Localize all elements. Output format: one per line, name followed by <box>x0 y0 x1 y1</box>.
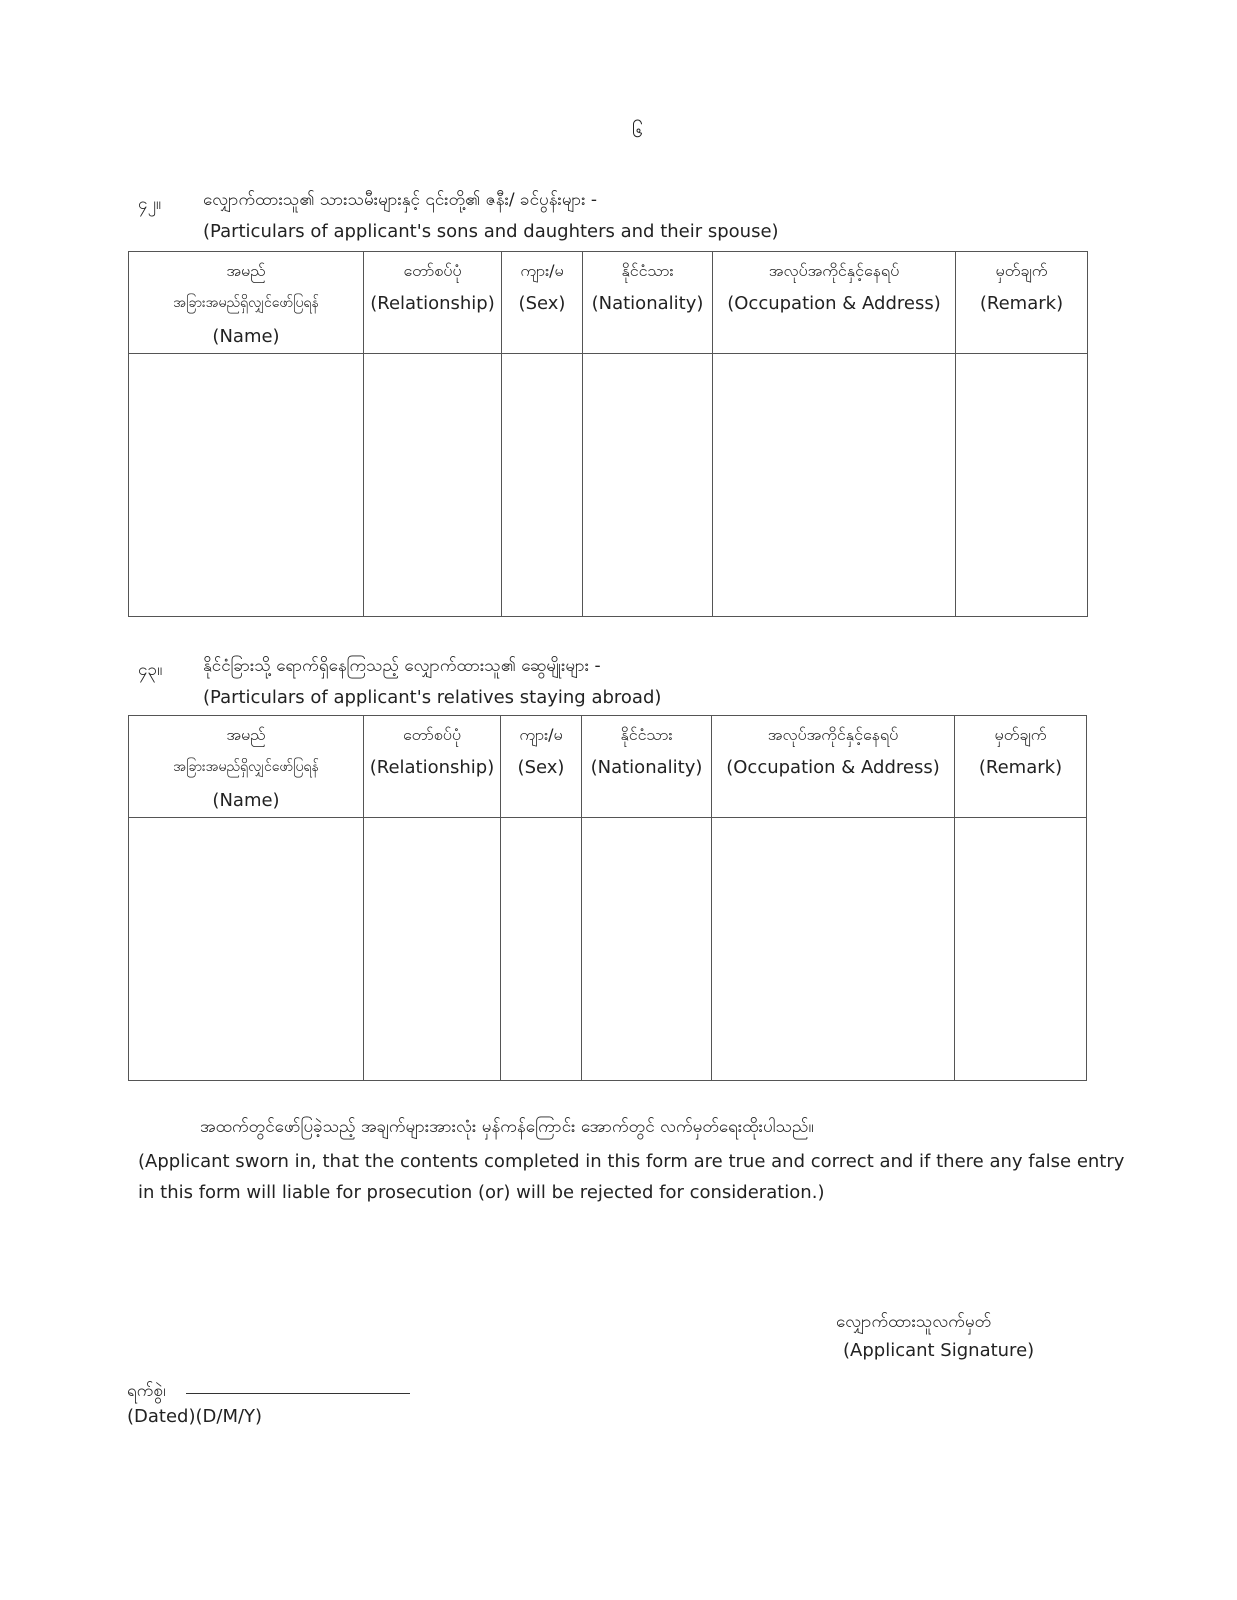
children-table-header <box>129 252 1088 354</box>
col-sex-my: ကျား/မ <box>519 725 563 744</box>
col-nationality-my: နိုင်ငံသား <box>620 725 673 744</box>
col-header-nationality <box>582 716 712 818</box>
oath-statement-en-line1: (Applicant sworn in, that the contents completed in this form are true and correct and if there any false entry <box>138 1151 1125 1172</box>
entry-sex-cell[interactable] <box>501 818 582 1081</box>
signature-label-my: လျှောက်ထားသူလက်မှတ် <box>836 1312 992 1332</box>
entry-sex-cell[interactable] <box>502 354 583 617</box>
children-table-entry-row[interactable] <box>129 354 1088 617</box>
col-relationship-my: တော်စပ်ပုံ <box>403 261 462 280</box>
col-nationality-my: နိုင်ငံသား <box>621 261 674 280</box>
section-42-title-my: လျှောက်ထားသူ၏ သားသမီးများနှင့် ၎င်းတို့၏ ဇနီး/ ခင်ပွန်းများ - <box>203 190 598 210</box>
col-occupation-en: (Occupation & Address) <box>727 293 941 314</box>
section-43-number: ၄၃။ <box>138 660 163 680</box>
date-label-en: (Dated)(D/M/Y) <box>127 1406 263 1427</box>
col-header-remark <box>955 716 1087 818</box>
children-table <box>128 251 1088 617</box>
entry-occupation-cell[interactable] <box>712 818 955 1081</box>
relatives-abroad-table <box>128 715 1087 1081</box>
col-occupation-my: အလုပ်အကိုင်နှင့်နေရပ် <box>767 725 899 744</box>
section-42-title-en: (Particulars of applicant's sons and daughters and their spouse) <box>203 221 779 242</box>
col-remark-my: မှတ်ချက် <box>995 261 1048 280</box>
col-occupation-my: အလုပ်အကိုင်နှင့်နေရပ် <box>768 261 900 280</box>
entry-occupation-cell[interactable] <box>713 354 956 617</box>
page-number: ၆ <box>632 118 644 142</box>
col-header-relationship <box>364 252 502 354</box>
entry-name-cell[interactable] <box>129 354 364 617</box>
col-header-name <box>129 252 364 354</box>
col-relationship-en: (Relationship) <box>370 293 495 314</box>
col-name-my2: အခြားအမည်ရှိလျှင်ဖော်ပြရန် <box>173 295 319 311</box>
col-header-name <box>129 716 364 818</box>
col-sex-my: ကျား/မ <box>520 261 564 280</box>
relatives-table-header <box>129 716 1087 818</box>
col-name-en: (Name) <box>212 790 280 811</box>
entry-name-cell[interactable] <box>129 818 364 1081</box>
entry-relationship-cell[interactable] <box>364 354 502 617</box>
section-43-title-my: နိုင်ငံခြားသို့ ရောက်ရှိနေကြသည့် လျှောက်ထားသူ၏ ဆွေမျိုးများ - <box>203 656 601 676</box>
col-nationality-en: (Nationality) <box>590 757 703 778</box>
date-label-my: ရက်စွဲ၊ <box>127 1381 166 1401</box>
col-remark-en: (Remark) <box>978 757 1063 778</box>
col-remark-en: (Remark) <box>979 293 1064 314</box>
col-relationship-my: တော်စပ်ပုံ <box>402 725 462 744</box>
oath-statement-my: အထက်တွင်ဖော်ပြခဲ့သည့် အချက်များအားလုံး မှန်ကန်ကြောင်း အောက်တွင် လက်မှတ်ရေးထိုးပါသည်။ <box>200 1117 814 1137</box>
section-43-title-en: (Particulars of applicant's relatives staying abroad) <box>203 687 662 708</box>
col-name-my: အမည် <box>226 261 266 280</box>
section-42-number: ၄၂။ <box>138 194 162 214</box>
date-input-line[interactable] <box>186 1393 410 1394</box>
signature-label-en: (Applicant Signature) <box>843 1340 1035 1361</box>
entry-relationship-cell[interactable] <box>364 818 501 1081</box>
col-header-sex <box>501 716 582 818</box>
col-relationship-en: (Relationship) <box>369 757 495 778</box>
entry-nationality-cell[interactable] <box>582 818 712 1081</box>
relatives-table-entry-row[interactable] <box>129 818 1087 1081</box>
entry-remark-cell[interactable] <box>956 354 1088 617</box>
entry-nationality-cell[interactable] <box>583 354 713 617</box>
col-header-occupation <box>713 252 956 354</box>
col-name-en: (Name) <box>212 326 280 347</box>
col-nationality-en: (Nationality) <box>591 293 704 314</box>
col-sex-en: (Sex) <box>518 293 566 314</box>
col-occupation-en: (Occupation & Address) <box>726 757 940 778</box>
col-header-sex <box>502 252 583 354</box>
col-remark-my: မှတ်ချက် <box>994 725 1047 744</box>
col-header-remark <box>956 252 1088 354</box>
col-header-nationality <box>583 252 713 354</box>
col-name-my: အမည် <box>226 725 266 744</box>
col-header-relationship <box>364 716 501 818</box>
col-header-occupation <box>712 716 955 818</box>
oath-statement-en-line2: in this form will liable for prosecution (or) will be rejected for consideration.) <box>138 1182 825 1203</box>
col-name-my2: အခြားအမည်ရှိလျှင်ဖော်ပြရန် <box>173 759 319 775</box>
col-sex-en: (Sex) <box>517 757 565 778</box>
entry-remark-cell[interactable] <box>955 818 1087 1081</box>
